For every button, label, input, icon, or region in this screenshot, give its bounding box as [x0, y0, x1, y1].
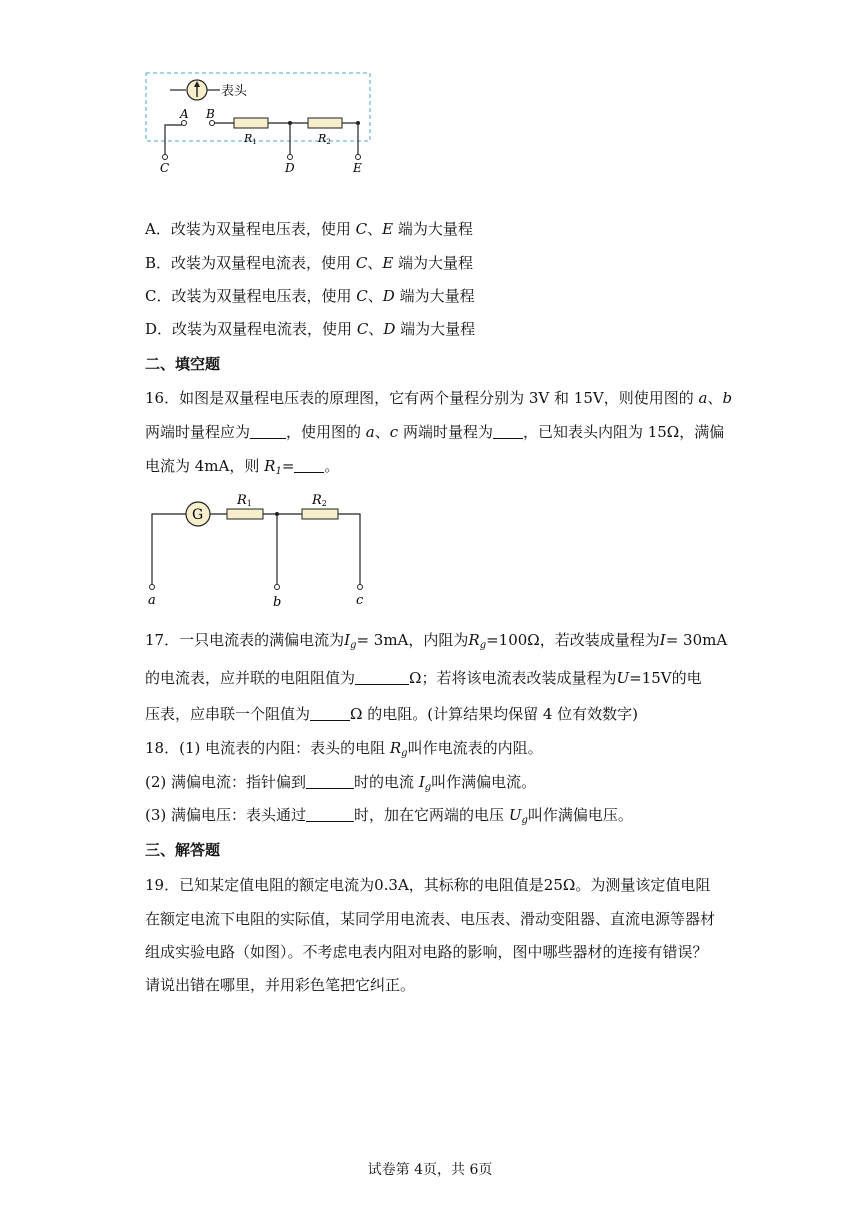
terminal-D-label: D — [285, 161, 295, 175]
section-heading-fill-blank: 二、填空题 — [145, 355, 221, 373]
q18-blank-2[interactable] — [306, 805, 354, 822]
q19-line-1: 19．已知某定值电阻的额定电流为0.3A，其标称的电阻值是25Ω。为测量该定值电阻 — [145, 876, 711, 894]
terminal-E-label: E — [353, 161, 362, 175]
option-a[interactable]: A．改装为双量程电压表，使用 C、E 端为大量程 — [145, 220, 473, 238]
q19-line-3: 组成实验电路（如图）。不考虑电表内阻对电路的影响，图中哪些器材的连接有错误？ — [145, 943, 708, 961]
q16-blank-2[interactable] — [493, 422, 523, 439]
q16-line-2: 两端时量程应为 ，使用图的 a、c 两端时量程为 ，已知表头内阻为 15Ω，满偏 — [145, 423, 725, 441]
q18-line-1: 18．(1) 电流表的内阻：表头的电阻 $R_g$叫作电流表的内阻。 — [145, 739, 543, 759]
option-c[interactable]: C．改装为双量程电压表，使用 C、D 端为大量程 — [145, 287, 475, 305]
q16-blank-1[interactable] — [250, 422, 286, 439]
option-d[interactable]: D．改装为双量程电流表，使用 C、D 端为大量程 — [145, 320, 476, 338]
q17-blank-2[interactable] — [310, 704, 350, 721]
resistor-r2 — [308, 118, 342, 128]
svg-text:G: G — [192, 507, 204, 523]
fig2-r2-label: R2 — [312, 493, 327, 508]
meter-label: 表头 — [221, 84, 248, 99]
fig2-terminal-a: a — [148, 593, 156, 608]
figure-1-circuit — [140, 68, 380, 180]
resistor-r1 — [234, 118, 268, 128]
figure-2-circuit — [140, 486, 380, 610]
q16-blank-3[interactable] — [294, 456, 324, 473]
q19-line-4: 请说出错在哪里，并用彩色笔把它纠正。 — [145, 976, 416, 994]
terminal-A-label: A — [180, 107, 189, 121]
fig2-resistor-r2 — [302, 509, 338, 519]
q19-line-2: 在额定电流下电阻的实际值，某同学用电流表、电压表、滑动变阻器、直流电源等器材 — [145, 910, 716, 928]
fig2-r1-label: R1 — [237, 493, 252, 508]
option-b[interactable]: B．改装为双量程电流表，使用 C、E 端为大量程 — [145, 254, 474, 272]
terminal-B-label: B — [206, 107, 215, 121]
section-heading-answer: 三、解答题 — [145, 841, 221, 859]
page-footer: 试卷第 4页，共 6页 — [367, 1162, 493, 1178]
q16-line-1: 16．如图是双量程电压表的原理图，它有两个量程分别为 3V 和 15V，则使用图的 a、b — [145, 389, 733, 407]
q18-line-2: (2) 满偏电流：指针偏到 时的电流 $I_g$叫作满偏电流。 — [145, 773, 537, 793]
q18-line-3: (3) 满偏电压：表头通过 时，加在它两端的电压 $U_g$叫作满偏电压。 — [145, 806, 633, 826]
q17-line-1: 17．一只电流表的满偏电流为$I_g= 3mA$，内阻为$R_g=100\Omega$，若改装成量程为I= 30mA — [145, 631, 728, 651]
q17-line-2: 的电流表，应并联的电阻阻值为 Ω；若将该电流表改装成量程为U=15V的电 — [145, 669, 702, 687]
q16-line-3: 电流为 4mA，则 $R_1=$ 。 — [145, 457, 340, 477]
q17-blank-1[interactable] — [355, 668, 409, 685]
fig2-terminal-b: b — [273, 595, 282, 610]
q18-blank-1[interactable] — [306, 772, 354, 789]
q17-line-3: 压表，应串联一个阻值为 Ω 的电阻。(计算结果均保留 4 位有效数字) — [145, 705, 639, 723]
r2-label: R2 — [318, 132, 331, 146]
fig2-resistor-r1 — [227, 509, 263, 519]
terminal-C-label: C — [160, 161, 170, 175]
fig2-terminal-c: c — [356, 593, 364, 608]
r1-label: R1 — [244, 132, 257, 146]
